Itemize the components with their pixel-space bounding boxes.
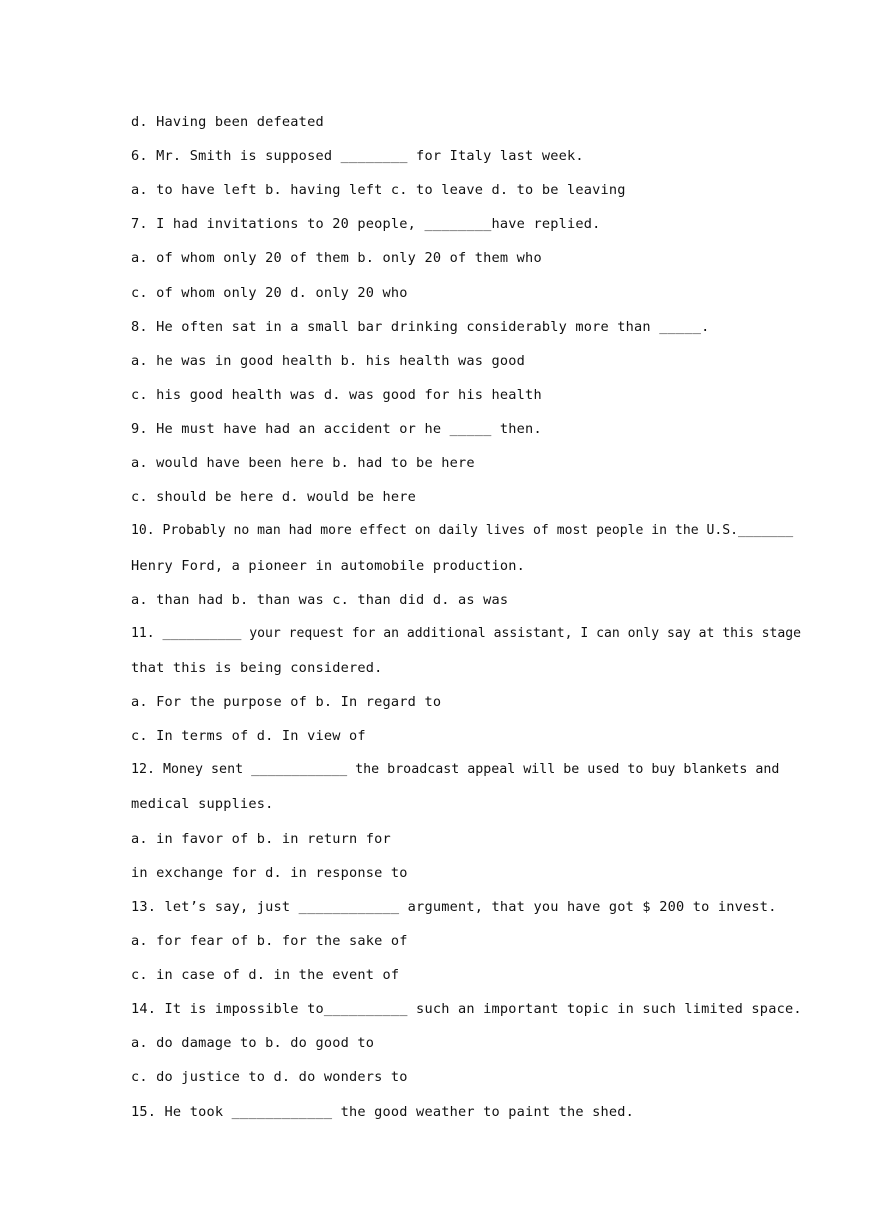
text-line: a. for fear of b. for the sake of xyxy=(131,933,408,949)
text-line: a. in favor of b. in return for xyxy=(131,831,391,847)
text-line: c. his good health was d. was good for his health xyxy=(131,387,542,403)
text-line: a. to have left b. having left c. to leave d. to be leaving xyxy=(131,182,626,198)
text-line: 11. __________ your request for an additional assistant, I can only say at this stage xyxy=(131,626,802,641)
text-line: a. he was in good health b. his health was good xyxy=(131,353,526,369)
text-line: c. In terms of d. In view of xyxy=(131,728,366,744)
text-line: d. Having been defeated xyxy=(131,114,324,130)
text-line: 10. Probably no man had more effect on daily lives of most people in the U.S._______ xyxy=(131,523,794,538)
text-line: a. of whom only 20 of them b. only 20 of them who xyxy=(131,250,542,266)
text-line: a. For the purpose of b. In regard to xyxy=(131,694,442,710)
text-line: c. should be here d. would be here xyxy=(131,489,417,505)
text-line: c. do justice to d. do wonders to xyxy=(131,1069,408,1085)
text-line: 13. let’s say, just ____________ argument, that you have got $ 200 to invest. xyxy=(131,899,777,915)
text-line: 15. He took ____________ the good weather to paint the shed. xyxy=(131,1104,635,1120)
text-line: 12. Money sent ____________ the broadcast appeal will be used to buy blankets and xyxy=(131,762,780,777)
text-line: Henry Ford, a pioneer in automobile production. xyxy=(131,558,526,574)
text-line: 6. Mr. Smith is supposed ________ for Italy last week. xyxy=(131,148,584,164)
text-line: a. would have been here b. had to be here xyxy=(131,455,475,471)
text-line: a. do damage to b. do good to xyxy=(131,1035,375,1051)
text-line: a. than had b. than was c. than did d. as was xyxy=(131,592,509,608)
text-line: 9. He must have had an accident or he _____ then. xyxy=(131,421,542,437)
text-line: 14. It is impossible to__________ such an important topic in such limited space. xyxy=(131,1001,802,1017)
text-line: c. in case of d. in the event of xyxy=(131,967,400,983)
text-line: that this is being considered. xyxy=(131,660,383,676)
text-line: medical supplies. xyxy=(131,796,274,812)
text-line: 7. I had invitations to 20 people, ________have replied. xyxy=(131,216,601,232)
text-line: in exchange for d. in response to xyxy=(131,865,408,881)
text-line: 8. He often sat in a small bar drinking considerably more than _____. xyxy=(131,319,710,335)
text-line: c. of whom only 20 d. only 20 who xyxy=(131,285,408,301)
